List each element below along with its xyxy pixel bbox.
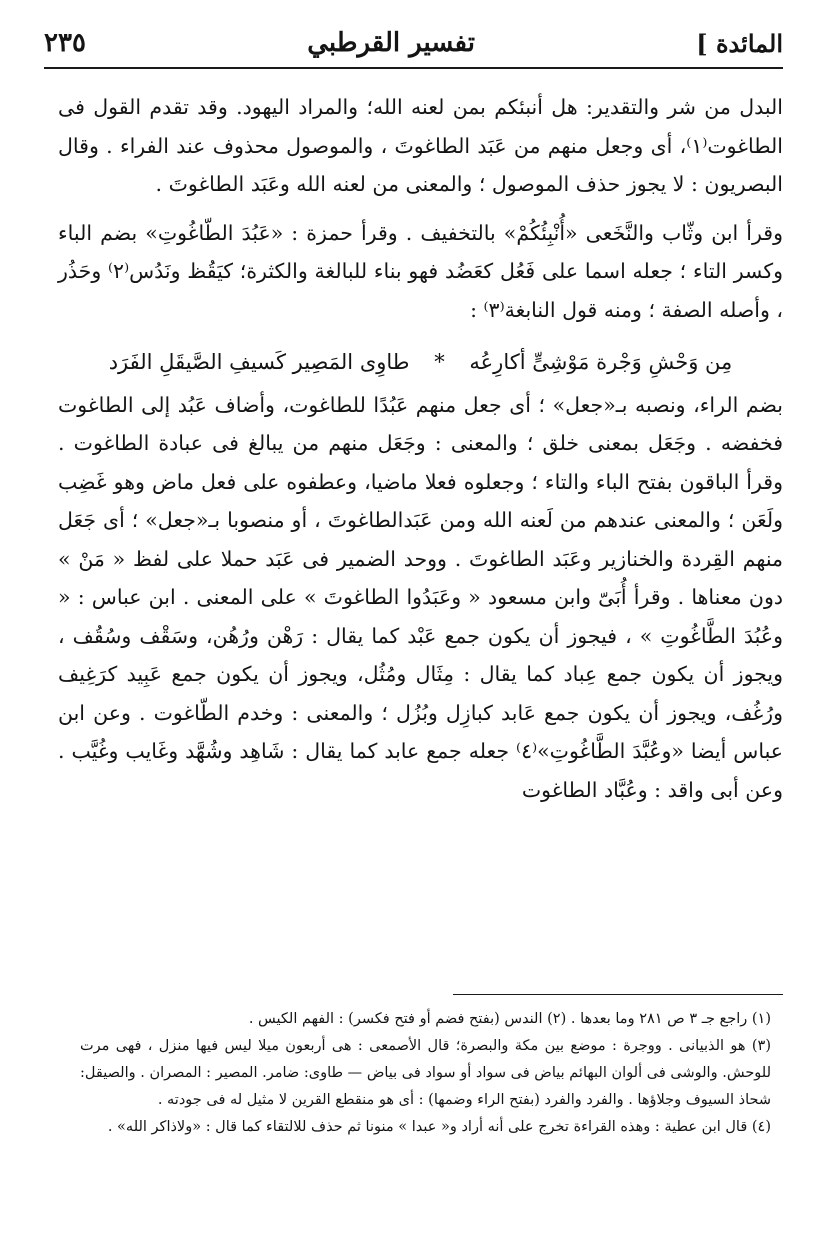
footnotes [80, 1006, 771, 1141]
book-title: تفسير القرطبي [307, 28, 475, 58]
chapter-name: المائدة ] [696, 28, 783, 58]
footnote-divider [453, 994, 783, 995]
footnote-3: (٣) هو الذبيانى . ووجرة : موضع بين مكة والبصرة؛ قال الأصمعى : هى أربعون ميلا ليس فيها منزل ، فهى مرت للوحش. والوشى فى ألوان البهائم بياض فى سواد أو سواد فى بياض — طاوى: ضامر. المصير : المصران . والصيقل: شحاذ السيوف وجلاؤها . والفرد والفرد (بفتح الراء وضمها) : أى هو منقطع القرين لا مثيل له فى جودته . [80, 1038, 771, 1108]
poetry-verse [58, 343, 783, 382]
footnote-1-2: (١) راجع جـ ٣ ص ٢٨١ وما بعدها . (٢) الندس (بفتح فضم أو فتح فكسر) : الفهم الكيس . [248, 1011, 771, 1027]
footnote-4: (٤) قال ابن عطية : وهذه القراءة تخرج على أنه أراد و« عبدا » منونا ثم حذف للالتقاء كما قال : «ولاذاكر الله» . [107, 1119, 771, 1135]
paragraph-3: بضم الراء، ونصبه بـ«جعل» ؛ أى جعل منهم عَبُدًا للطاغوت، وأضاف عَبُد إلى الطاغوت فخفضه . وجَعَل بمعنى خلق ؛ والمعنى : وجَعَل منهم من يبالغ فى عبادة الطاغوت . وقرأ الباقون بفتح الباء والتاء ؛ وجعلوه فعلا ماضيا، وعطفوه على فعل ماض وهو غَضِب ولَعَن ؛ والمعنى عندهم من لَعنه الله ومن عَبَدالطاغوتَ ، أو منصوبا بـ«جعل» ؛ أى جَعَل منهم القِردة والخنازير وعَبَد الطاغوتَ . ووحد الضمير فى عَبَد حملا على لفظ « مَنْ » دون معناها . وقرأ أُبَىّ وابن مسعود « وعَبَدُوا الطاغوتَ » على المعنى . ابن عباس : « وعُبُدَ الطَّاغُوتِ » ، فيجوز أن يكون جمع عَبْد كما يقال : رَهْن ورُهُن، وسَقْف وسُقُف ، ويجوز أن يكون جمع عِباد كما يقال : مِثَال ومُثُل، ويجوز أن يكون جمع عَبِيد كرَغِيف ورُغُف، ويجوز أن يكون جمع عَابد كبازِل وبُزُل ؛ والمعنى : وخدم الطّاغوت . وعن ابن عباس أيضا «وعُبَّدَ الطَّاغُوتِ»⁽٤⁾ جعله جمع عابد كما يقال : شَاهِد وشُهَّد وغَايب وغُيَّب . وعن أبى واقد : وعُبَّاد الطاغوت [58, 392, 783, 802]
paragraph-1: البدل من شر والتقدير: هل أنبئكم بمن لعنه الله؛ والمراد اليهود. وقد تقدم القول فى الطاغوت⁽١⁾، أى وجعل منهم من عَبَد الطاغوتَ ، والموصول محذوف عند الفراء . وقال البصريون : لا يجوز حذف الموصول ؛ والمعنى من لعنه الله وعَبَد الطاغوتَ . [58, 95, 783, 196]
page-number: ٢٣٥ [44, 28, 86, 58]
header-divider [44, 67, 783, 69]
paragraph-2: وقرأ ابن وثّاب والنَّخَعى «أُنْبِئُكُمْ» بالتخفيف . وقرأ حمزة : «عَبُدَ الطّاغُوتِ» بضم الباء وكسر التاء ؛ جعله اسما على فَعُل كعَضُد فهو بناء للبالغة والكثرة؛ كيَقُظ ونَدُس⁽٢⁾ وحَذُر ، وأصله الصفة ؛ ومنه قول النابغة⁽٣⁾ : [58, 220, 783, 322]
main-text [58, 88, 783, 809]
verse-second-hemistich: طاوِى المَصِير كَسيفِ الصَّيقَلِ الفَرَد [108, 350, 410, 374]
verse-separator: * [434, 350, 445, 374]
verse-first-hemistich: مِن وَحْشِ وَجْرة مَوْشِىٍّ أكارِعُه [469, 350, 733, 374]
page-header [44, 18, 783, 68]
